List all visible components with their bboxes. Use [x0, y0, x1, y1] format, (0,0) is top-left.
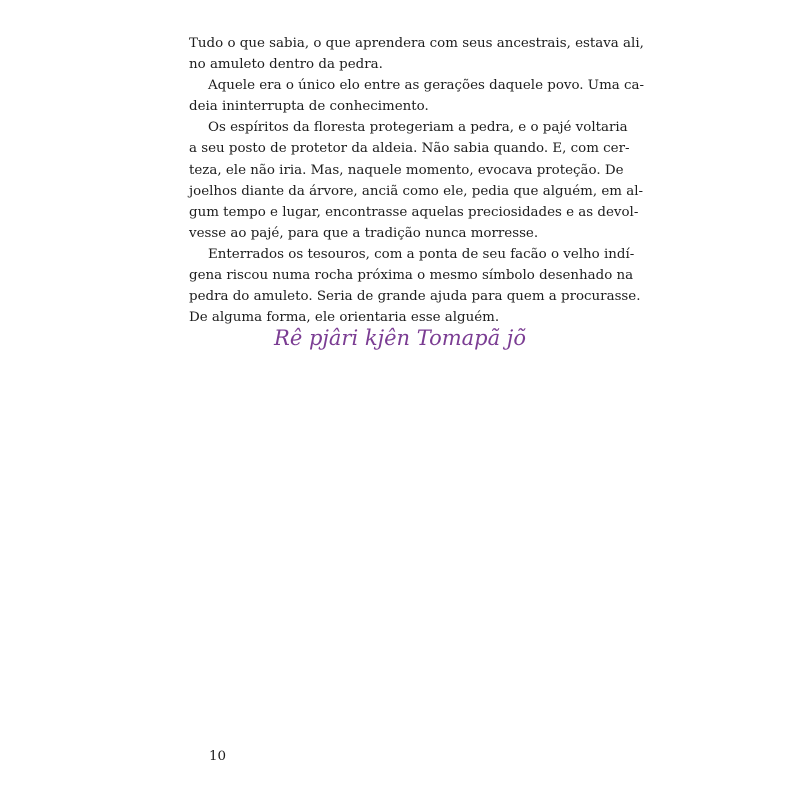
chapter-title: Rê pjâri kjên Tomapã jõ — [274, 326, 526, 350]
text-line: no amuleto dentro da pedra. — [189, 57, 383, 73]
text-line: vesse ao pajé, para que a tradição nunca morresse. — [189, 225, 539, 241]
text-line: De alguma forma, ele orientaria esse alguém. — [189, 310, 500, 326]
text-line: Os espíritos da floresta protegeriam a pedra, e o pajé voltaria — [208, 120, 628, 136]
page-number: 10 — [209, 749, 227, 764]
text-line: pedra do amuleto. Seria de grande ajuda para quem a procurasse. — [189, 289, 641, 305]
body-text — [189, 33, 645, 328]
text-line: Aquele era o único elo entre as gerações daquele povo. Uma ca- — [208, 78, 645, 94]
text-line: Enterrados os tesouros, com a ponta de seu facão o velho indí- — [208, 246, 635, 262]
text-line: joelhos diante da árvore, anciã como ele, pedia que alguém, em al- — [189, 183, 644, 199]
text-line: gena riscou numa rocha próxima o mesmo símbolo desenhado na — [189, 268, 634, 284]
text-line: a seu posto de protetor da aldeia. Não sabia quando. E, com cer- — [189, 141, 630, 157]
text-line: deia ininterrupta de conhecimento. — [189, 99, 429, 115]
text-line: Tudo o que sabia, o que aprendera com seus ancestrais, estava ali, — [189, 36, 644, 51]
text-line: teza, ele não iria. Mas, naquele momento, evocava proteção. De — [189, 162, 624, 178]
text-line: gum tempo e lugar, encontrasse aquelas preciosidades e as devol- — [189, 204, 639, 220]
